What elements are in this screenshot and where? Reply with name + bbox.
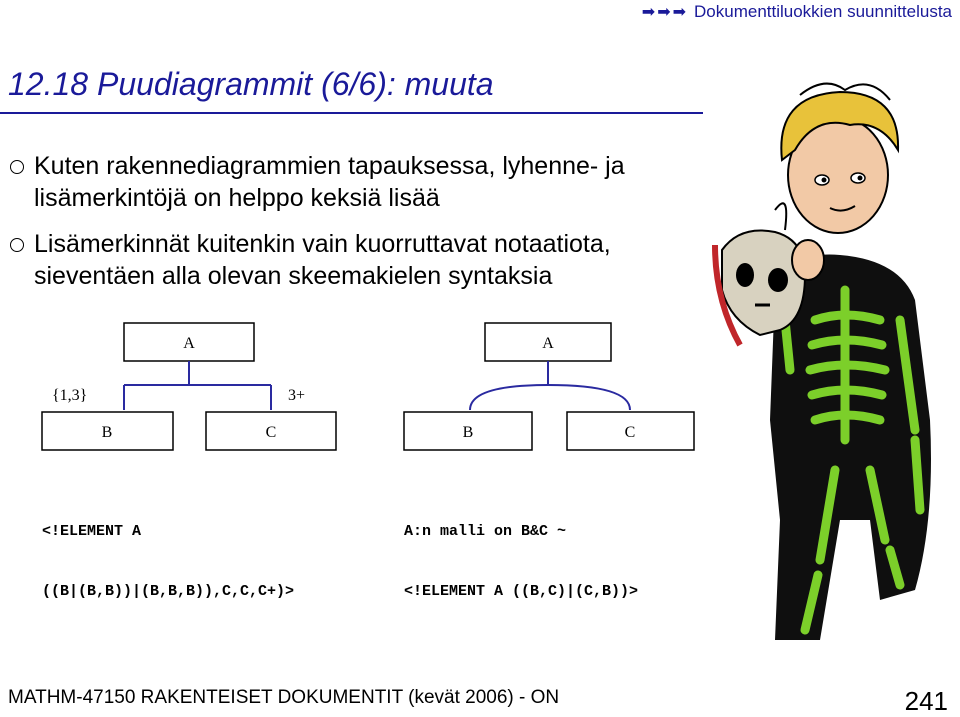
right-occurrence-annotation: 3+ — [288, 387, 306, 404]
bullet-text: sieventäen alla olevan skeemakielen syntaksia — [34, 262, 553, 290]
right-dtd-code — [404, 482, 638, 622]
left-child-label-b: B — [101, 424, 113, 441]
left-child-label-c: C — [265, 424, 277, 441]
left-dtd-code — [42, 482, 294, 622]
header-title: Dokumenttiluokkien suunnittelusta — [694, 2, 952, 21]
arrow-icons: ➡➡➡ — [641, 4, 689, 21]
bullet-text: lisämerkintöjä on helppo keksiä lisää — [34, 184, 440, 212]
page-number: 241 — [904, 686, 948, 716]
code-line: <!ELEMENT A ((B,C)|(C,B))> — [404, 583, 639, 600]
bullet-text: Lisämerkinnät kuitenkin vain kuorruttavat notaatiota, — [34, 230, 611, 258]
code-line: <!ELEMENT A — [42, 523, 142, 540]
skeleton-costume-boy-illustration — [715, 84, 931, 640]
slide-title: 12.18 Puudiagrammit (6/6): muuta — [8, 66, 494, 102]
left-occurrence-annotation: {1,3} — [52, 387, 88, 404]
bullet-text: Kuten rakennediagrammien tapauksessa, lyhenne- ja — [34, 152, 625, 180]
footer-text: MATHM-47150 RAKENTEISET DOKUMENTIT (kevät 2006) - ON — [8, 687, 560, 708]
left-root-label: A — [183, 335, 195, 352]
right-root-label: A — [542, 335, 554, 352]
right-child-label-c: C — [624, 424, 636, 441]
code-line: A:n malli on B&C ~ — [404, 523, 567, 540]
right-child-label-b: B — [462, 424, 474, 441]
code-line: ((B|(B,B))|(B,B,B)),C,C,C+)> — [42, 583, 295, 600]
